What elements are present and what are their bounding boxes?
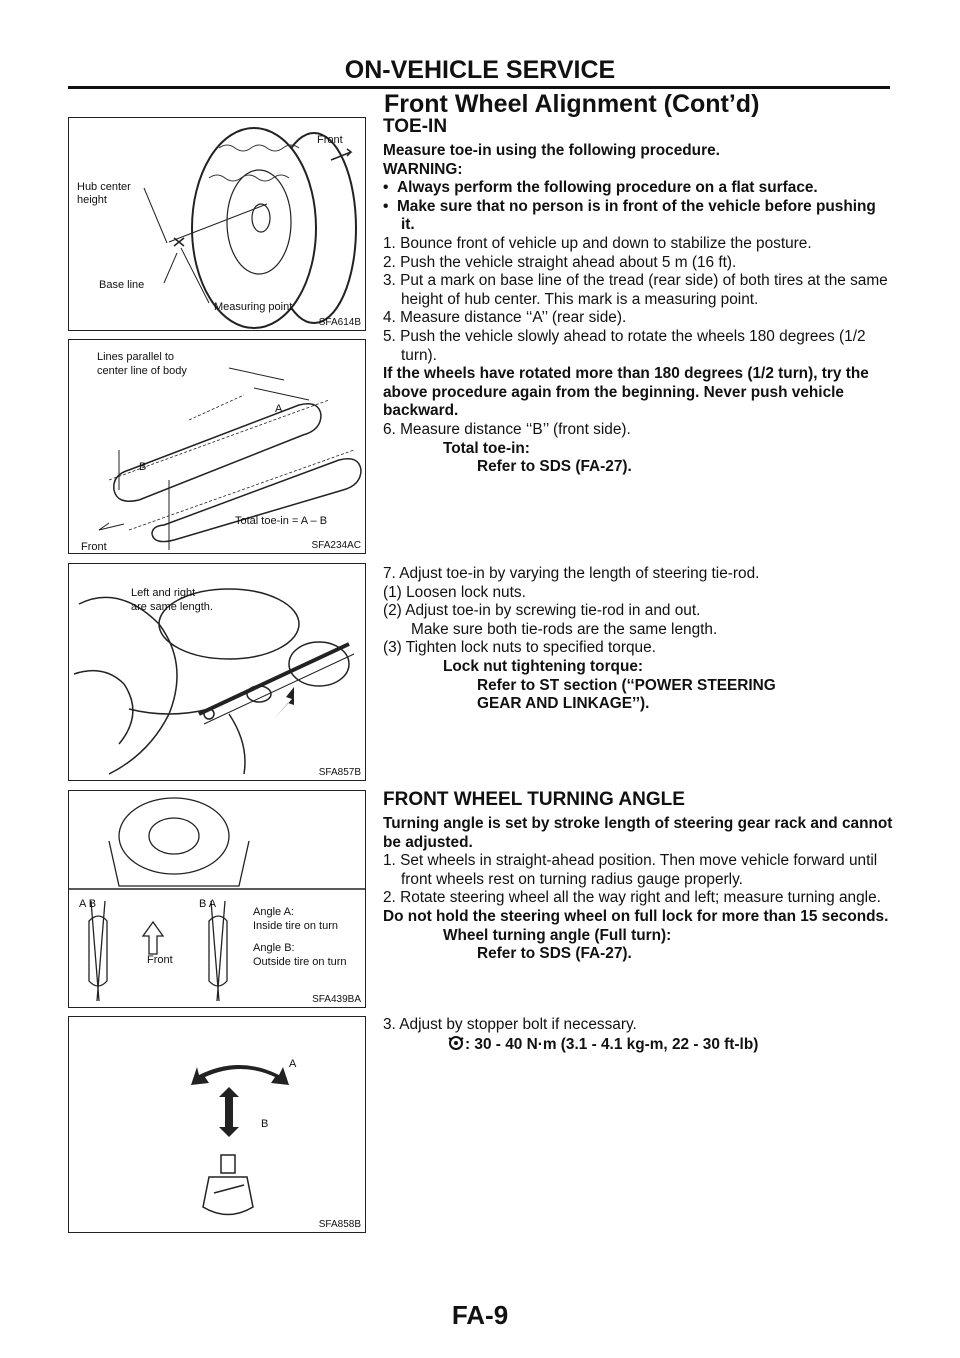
- step: 2. Rotate steering wheel all the way right and left; measure turning angle.: [383, 889, 881, 907]
- fig1-label-measure: Measuring point: [214, 301, 293, 313]
- header-rule: [68, 86, 890, 89]
- figure-code: SFA614B: [318, 317, 361, 328]
- fig1-label-hub: Hub center: [77, 181, 131, 193]
- warning-label: WARNING:: [383, 160, 463, 178]
- fig1-label-base: Base line: [99, 279, 145, 291]
- figure-code: SFA439BA: [312, 994, 361, 1005]
- turning-note: Do not hold the steering wheel on full lock for more than 15 seconds.: [383, 907, 889, 925]
- torque-spec: : 30 - 40 N·m (3.1 - 4.1 kg-m, 22 - 30 ft-lb): [383, 1035, 893, 1055]
- fig4-label-outside: Outside tire on turn: [253, 956, 347, 968]
- fig1-label-height: height: [77, 194, 107, 206]
- tie-rod-diagram: [69, 564, 366, 781]
- fig2-label-l2: center line of body: [97, 365, 187, 377]
- fig3-label-l1: Left and right: [131, 587, 196, 599]
- step: (1) Loosen lock nuts.: [383, 583, 526, 601]
- torque-value: Refer to ST section (‘‘POWER STEERING GEAR AND LINKAGE’’).: [477, 676, 776, 713]
- fig2-label-total: Total toe-in = A – B: [235, 515, 328, 527]
- step: 4. Measure distance ‘‘A’’ (rear side).: [383, 309, 627, 327]
- spec-label: Total toe-in:: [443, 439, 530, 457]
- fig4-label-inside: Inside tire on turn: [253, 920, 338, 932]
- toe-in-adjust-section: [383, 565, 893, 714]
- toe-in-heading: TOE-IN: [383, 116, 448, 137]
- page-number: FA-9: [451, 1300, 509, 1330]
- figure-tire-hub-height: [68, 117, 366, 331]
- torque-label: Lock nut tightening torque:: [443, 657, 644, 675]
- fig3-label-l2: are same length.: [131, 601, 213, 613]
- rotation-note: If the wheels have rotated more than 180 degrees (1/2 turn), try the above procedure again from the beginning. Never push vehicle backward.: [383, 365, 869, 420]
- tire-diagram: [69, 118, 366, 331]
- stopper-bolt-diagram: [69, 1017, 366, 1233]
- step: 1. Bounce front of vehicle up and down to stabilize the posture.: [383, 234, 812, 252]
- section-title: ON-VEHICLE SERVICE: [344, 56, 616, 84]
- fig4-label-ba: B A: [199, 898, 217, 910]
- toe-in-diagram: [69, 340, 366, 554]
- fig4-label-anga: Angle A:: [253, 906, 294, 918]
- fig2-label-front: Front: [81, 541, 107, 553]
- fig4-label-ab: A B: [79, 898, 97, 910]
- fig5-label-a: A: [289, 1058, 297, 1070]
- fig2-label-b: B: [139, 461, 147, 473]
- turning-angle-diagram: [69, 791, 366, 1008]
- figure-stopper-bolt: [68, 1016, 366, 1233]
- fig2-label-a: A: [275, 403, 283, 415]
- turning-angle-section: [383, 789, 893, 964]
- turning-intro: Turning angle is set by stroke length of steering gear rack and cannot be adjusted.: [383, 815, 893, 851]
- fig5-label-b: B: [261, 1118, 269, 1130]
- torque-wrench-icon: [447, 1035, 465, 1051]
- spec-value: Refer to SDS (FA-27).: [477, 945, 632, 963]
- figure-code: SFA857B: [318, 767, 361, 778]
- step: Make sure both tie-rods are the same length.: [411, 620, 718, 638]
- toe-in-intro: Measure toe-in using the following procedure.: [383, 142, 720, 159]
- step: 3. Put a mark on base line of the tread (rear side) of both tires at the same height of hub center. This mark is a measuring point.: [383, 272, 888, 308]
- step: 1. Set wheels in straight-ahead position. Then move vehicle forward until front wheels rest on turning radius gauge properly.: [383, 852, 878, 888]
- toe-in-section: [383, 116, 893, 477]
- figure-tie-rod: [68, 563, 366, 781]
- figure-turning-angle: [68, 790, 366, 1008]
- fig4-label-angb: Angle B:: [253, 942, 295, 954]
- step: (2) Adjust toe-in by screwing tie-rod in and out.: [383, 602, 701, 620]
- turning-heading: FRONT WHEEL TURNING ANGLE: [383, 789, 685, 810]
- step: 2. Push the vehicle straight ahead about 5 m (16 ft).: [383, 253, 737, 271]
- stopper-section: [383, 1016, 893, 1054]
- step: 6. Measure distance ‘‘B’’ (front side).: [383, 420, 631, 438]
- fig2-label-l1: Lines parallel to: [97, 351, 175, 363]
- warning-bullet: • Make sure that no person is in front of the vehicle before pushing it.: [383, 197, 876, 234]
- step: 5. Push the vehicle slowly ahead to rotate the wheels 180 degrees (1/2 turn).: [383, 327, 866, 364]
- step: 3. Adjust by stopper bolt if necessary.: [383, 1016, 637, 1033]
- spec-value: Refer to SDS (FA-27).: [477, 458, 632, 476]
- figure-toe-in-measurement: [68, 339, 366, 554]
- fig1-label-front: Front: [317, 134, 343, 146]
- figure-code: SFA858B: [318, 1219, 361, 1230]
- fig4-label-front: Front: [147, 954, 173, 966]
- step: (3) Tighten lock nuts to specified torque.: [383, 639, 656, 657]
- figure-code: SFA234AC: [311, 540, 361, 551]
- spec-label: Wheel turning angle (Full turn):: [443, 926, 672, 944]
- warning-bullet: • Always perform the following procedure on a flat surface.: [383, 179, 818, 197]
- step: 7. Adjust toe-in by varying the length of steering tie-rod.: [383, 565, 760, 582]
- page-title: Front Wheel Alignment (Cont’d): [384, 90, 760, 118]
